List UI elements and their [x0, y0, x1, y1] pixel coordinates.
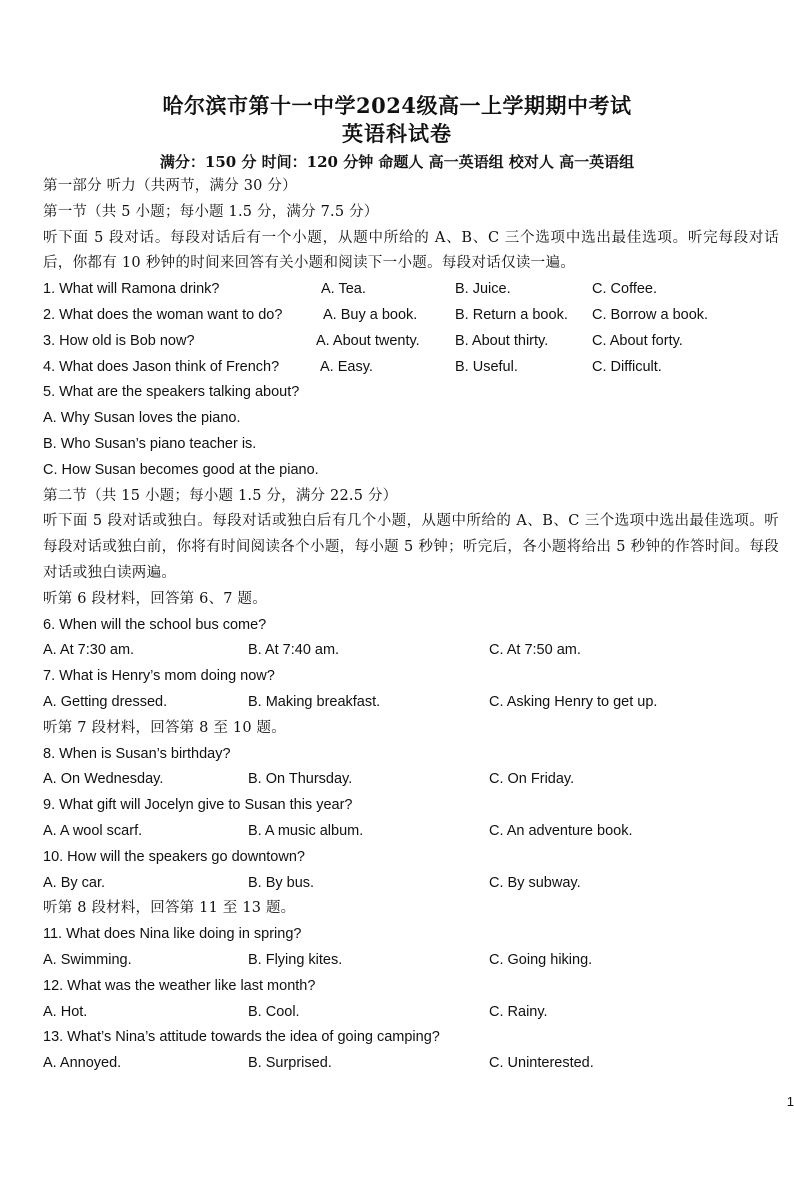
section2-instructions: 听下面 5 段对话或独白。每段对话或独白后有几个小题，从题中所给的 A、B、C 三个选项中选出最佳选项。听每段对话或独白前，你将有时间阅读各个小题，每小题 5 秒钟；听完后，各小题将给出 5 秒钟的作答时间。每段对话或独白读两遍。	[43, 513, 779, 581]
option-b: B. Useful.	[455, 358, 518, 375]
option-a: A. Buy a book.	[323, 306, 418, 323]
question-9-stem: 9. What gift will Jocelyn give to Susan this year?	[43, 797, 353, 814]
question-7-stem: 7. What is Henry’s mom doing now?	[43, 668, 275, 685]
option-c: C. About forty.	[592, 332, 683, 349]
question-13-stem: 13. What’s Nina’s attitude towards the idea of going camping?	[43, 1029, 440, 1046]
question-6-options	[43, 638, 779, 664]
option-c: C. Asking Henry to get up.	[489, 693, 658, 710]
option-c: C. Coffee.	[592, 281, 658, 298]
question-10-stem: 10. How will the speakers go downtown?	[43, 848, 305, 865]
section1-instructions: 听下面 5 段对话。每段对话后有一个小题，从题中所给的 A、B、C 三个选项中选出最佳选项。听完每段对话后，你都有 10 秒钟的时间来回答有关小题和阅读下一小题。每段对话仅读一遍。	[43, 229, 779, 272]
question-stem: 2. What does the woman want to do?	[43, 306, 283, 323]
option-a: A. By car.	[43, 874, 106, 891]
option-b: B. On Thursday.	[248, 771, 353, 788]
option-b: B. About thirty.	[455, 332, 549, 349]
question-1	[43, 277, 779, 303]
question-stem: 3. How old is Bob now?	[43, 332, 195, 349]
question-5-option-c: C. How Susan becomes good at the piano.	[43, 461, 319, 478]
question-12-stem: 12. What was the weather like last month?	[43, 977, 316, 994]
option-b: B. By bus.	[248, 874, 315, 891]
question-stem: 1. What will Ramona drink?	[43, 281, 220, 298]
section2-heading: 第二节（共 15 小题；每小题 1.5 分，满分 22.5 分）	[43, 487, 398, 504]
option-a: A. Tea.	[321, 281, 366, 298]
option-a: A. Swimming.	[43, 951, 132, 968]
material-6-label: 听第 6 段材料，回答第 6、7 题。	[43, 590, 267, 607]
option-c: C. At 7:50 am.	[489, 642, 581, 659]
option-a: A. Easy.	[320, 358, 373, 375]
option-c: C. Difficult.	[592, 358, 662, 375]
option-a: A. On Wednesday.	[43, 771, 164, 788]
option-a: A. Getting dressed.	[43, 693, 168, 710]
option-c: C. Rainy.	[489, 1003, 548, 1020]
question-3	[43, 329, 779, 355]
page-number: 1	[786, 1094, 794, 1109]
question-13-options	[43, 1051, 779, 1077]
question-11-stem: 11. What does Nina like doing in spring?	[43, 926, 302, 943]
question-12-options	[43, 1000, 779, 1026]
option-b: B. Return a book.	[455, 306, 568, 323]
question-7-options	[43, 690, 779, 716]
option-c: C. An adventure book.	[489, 822, 633, 839]
option-b: B. Surprised.	[248, 1055, 332, 1072]
option-c: C. Going hiking.	[489, 951, 593, 968]
option-a: A. At 7:30 am.	[43, 642, 135, 659]
question-11-options	[43, 948, 779, 974]
option-b: B. At 7:40 am.	[248, 642, 340, 659]
option-b: B. Juice.	[455, 281, 511, 298]
option-b: B. Making breakfast.	[248, 693, 381, 710]
material-8-label: 听第 8 段材料，回答第 11 至 13 题。	[43, 900, 296, 917]
option-c: C. Uninterested.	[489, 1055, 594, 1072]
question-5-option-b: B. Who Susan’s piano teacher is.	[43, 435, 257, 452]
option-a: A. Annoyed.	[43, 1055, 122, 1072]
option-c: C. By subway.	[489, 874, 581, 891]
option-a: A. About twenty.	[316, 332, 420, 349]
question-6-stem: 6. When will the school bus come?	[43, 616, 267, 633]
exam-info-line: 满分：150 分 时间：120 分钟 命题人 高一英语组 校对人 高一英语组	[159, 153, 635, 171]
exam-title: 哈尔滨市第十一中学2024级高一上学期期中考试	[162, 93, 632, 118]
option-c: C. On Friday.	[489, 771, 575, 788]
question-8-options	[43, 767, 779, 793]
question-stem: 4. What does Jason think of French?	[43, 358, 280, 375]
option-a: A. Hot.	[43, 1003, 88, 1020]
option-c: C. Borrow a book.	[592, 306, 709, 323]
question-5-option-a: A. Why Susan loves the piano.	[43, 410, 241, 427]
question-5-stem: 5. What are the speakers talking about?	[43, 384, 300, 401]
option-b: B. Cool.	[248, 1003, 300, 1020]
material-7-label: 听第 7 段材料，回答第 8 至 10 题。	[43, 719, 286, 736]
option-a: A. A wool scarf.	[43, 822, 143, 839]
part1-heading: 第一部分 听力（共两节，满分 30 分）	[43, 178, 297, 194]
exam-content	[43, 174, 779, 1077]
section1-heading: 第一节（共 5 小题；每小题 1.5 分，满分 7.5 分）	[43, 203, 379, 220]
option-b: B. Flying kites.	[248, 951, 343, 968]
exam-subject-title: 英语科试卷	[342, 121, 452, 146]
question-8-stem: 8. When is Susan’s birthday?	[43, 745, 231, 762]
question-9-options	[43, 819, 779, 845]
question-10-options	[43, 871, 779, 897]
question-2	[43, 303, 779, 329]
option-b: B. A music album.	[248, 822, 364, 839]
question-4	[43, 355, 779, 381]
